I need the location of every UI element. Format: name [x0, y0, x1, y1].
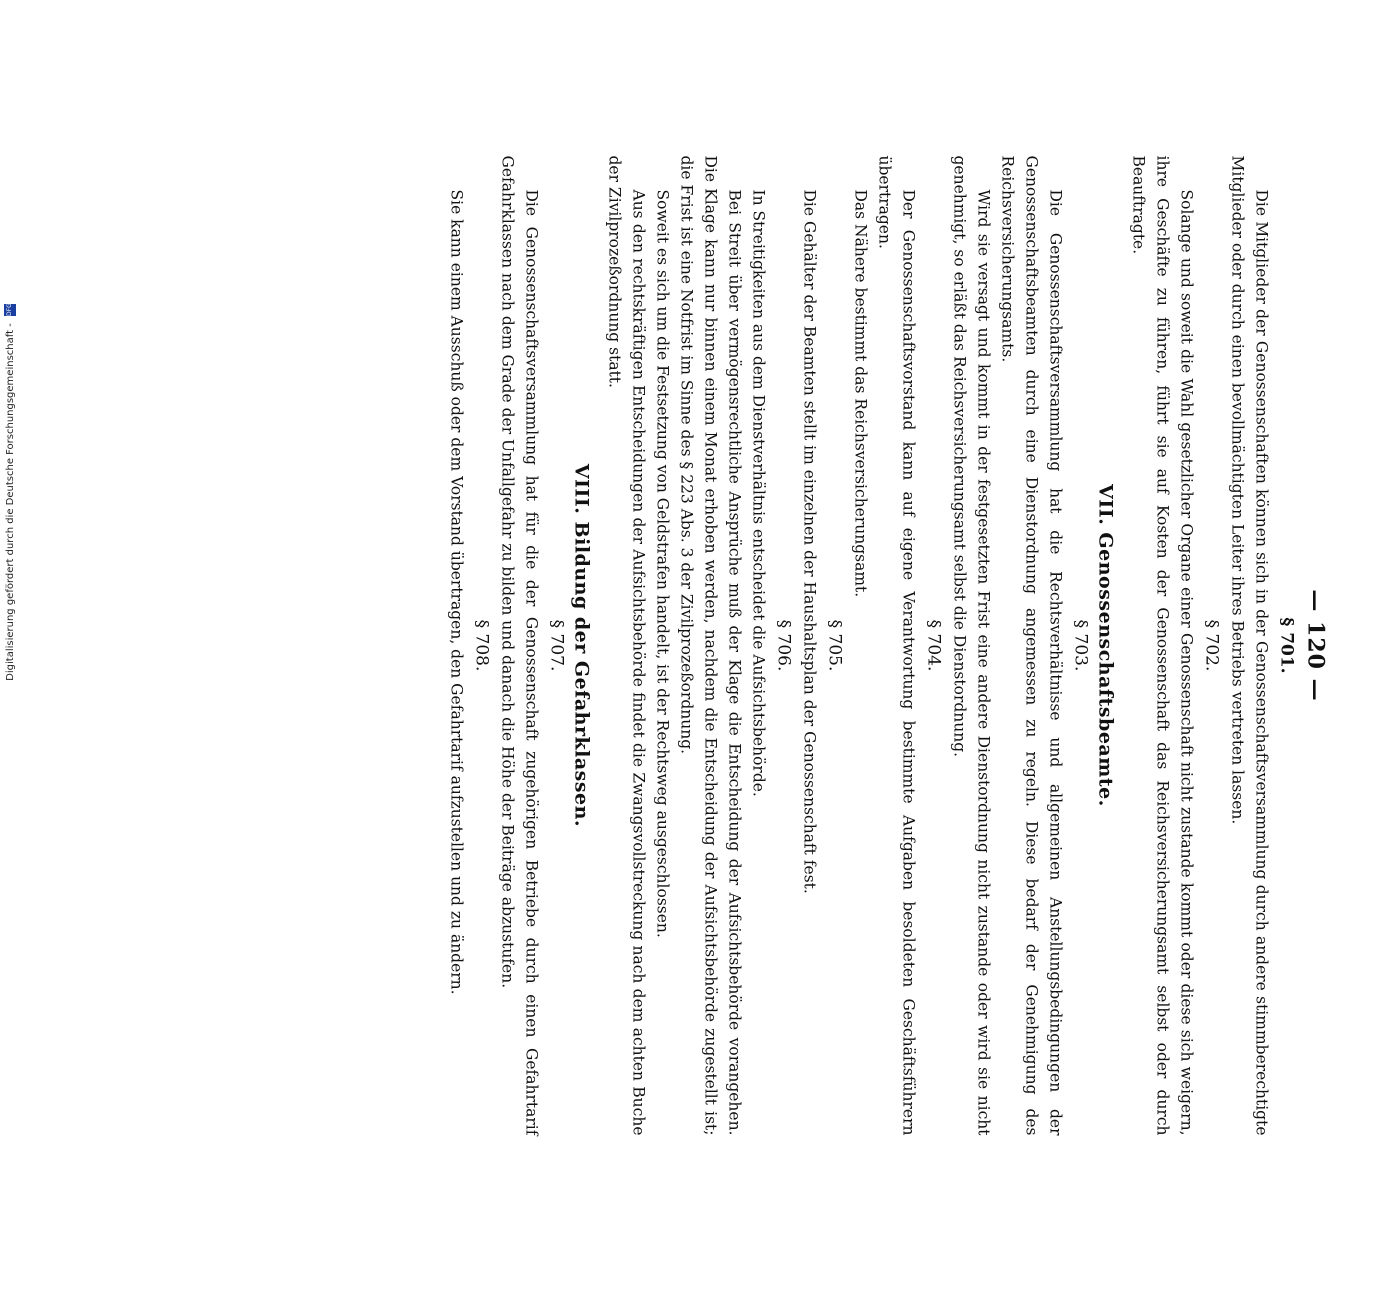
paragraph-heading-708: § 708. — [471, 619, 492, 672]
paragraph-text: Die Genossenschaftsversammlung hat die Rechtsverhältnisse und allgemeinen Anstellungsbedingungen der Genossenschaftsbeamten durch eine Dienstordnung angemessen zu regeln. Diese bedarf der Genehmigung des Reichsversicherungsamts. — [998, 155, 1065, 1136]
paragraph-text: Aus den rechtskräftigen Entscheidungen der Aufsichtsbehörde findet die Zwangsvollstreckung nach dem achten Buche der Zivilprozeßordnung statt. — [605, 155, 648, 1136]
digitization-credit — [4, 304, 16, 1304]
paragraph-text: Sie kann einem Ausschuß oder dem Vorstand übertragen, den Gefahrtarif aufzustellen und zu ändern. — [447, 189, 466, 995]
paragraph-text: Die Genossenschaftsversammlung hat für die der Genossenschaft zugehörigen Betriebe durch einen Gefahrtarif Gefahrklassen nach dem Grade der Unfallgefahr zu bilden und danach die Höhe der Beiträge abzustufen. — [498, 155, 541, 1136]
paragraph-heading-705: § 705. — [824, 619, 845, 672]
paragraph-text: Bei Streit über vermögensrechtliche Ansprüche muß der Klage die Entscheidung der Aufsichtsbehörde vorangehen. Die Klage kann nur binnen einem Monat erhoben werden, nachdem die Entscheidung der Aufsichtsbehörde zugestellt ist; die Frist ist eine Notfrist im Sinne des § 223 Abs. 3 der Zivilprozeßordnung. — [677, 155, 744, 1136]
document-page — [0, 1, 1383, 1201]
paragraph-text: Die Mitglieder der Genossenschaften können sich in der Genossenschaftsversammlung durch andere stimmberechtigte Mitglieder oder durch einen bevollmächtigten Leiter ihres Betriebs vertreten lassen. — [1228, 155, 1271, 1136]
paragraph-text: Die Gehälter der Beamten stellt im einzelnen der Haushaltsplan der Genossenschaft fest. — [800, 189, 819, 894]
paragraph-text: Wird sie versagt und kommt in der festgesetzten Frist eine andere Dienstordnung nicht zustande oder wird sie nicht genehmigt, so erläßt das Reichsversicherungsamt selbst die Dienstordnung. — [950, 155, 993, 1136]
paragraph-heading-703: § 703. — [1070, 619, 1091, 672]
paragraph-text: Solange und soweit die Wahl gesetzlicher Organe einer Genossenschaft nicht zustande kommt oder diese sich weigern, ihre Geschäfte zu führen, führt sie auf Kosten der Genossenschaft das Reichsversicherungsamt selbst oder durch Beauftragte. — [1129, 155, 1196, 1136]
paragraph-heading-706: § 706. — [773, 619, 794, 672]
paragraph-text: Der Genossenschaftsvorstand kann auf eigene Verantwortung bestimmte Aufgaben besoldeten Geschäftsführern übertragen. — [875, 155, 918, 1136]
paragraph-heading-702: § 702. — [1201, 619, 1222, 672]
page-content — [445, 156, 1383, 1136]
section-title-viii: VIII. Bildung der Gefahrklassen. — [570, 463, 593, 828]
paragraph-heading-707: § 707. — [546, 619, 567, 672]
credit-text: Digitalisierung gefördert durch die Deutsche Forschungsgemeinschaft - — [5, 323, 16, 681]
paragraph-text: In Streitigkeiten aus dem Dienstverhältnis entscheidet die Aufsichtsbehörde. — [749, 189, 768, 797]
paragraph-text: Das Nähere bestimmt das Reichsversicherungsamt. — [851, 189, 870, 598]
paragraph-text: Soweit es sich um die Festsetzung von Geldstrafen handelt, ist der Rechtsweg ausgeschlossen. — [653, 189, 672, 938]
paragraph-heading-701: § 701. — [1276, 617, 1297, 674]
dfg-logo-icon: DFG — [4, 304, 16, 316]
page-number: — 120 — — [1302, 589, 1329, 702]
paragraph-heading-704: § 704. — [923, 619, 944, 672]
section-title-vii: VII. Genossenschaftsbeamte. — [1094, 484, 1117, 807]
